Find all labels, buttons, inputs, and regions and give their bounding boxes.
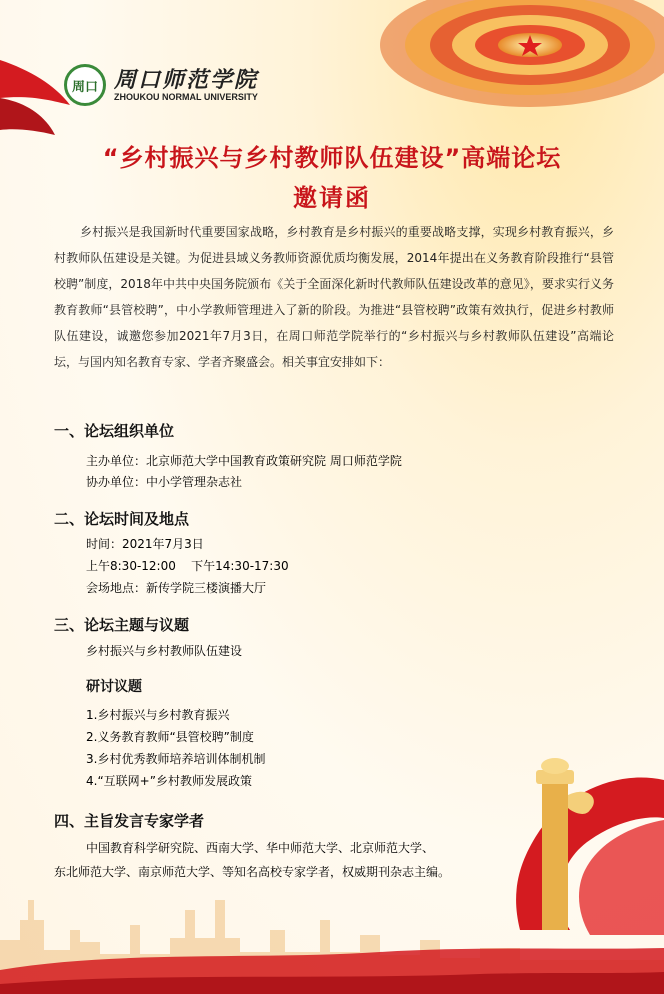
speakers-line-1: 中国教育科学研究院、西南大学、华中师范大学、北京师范大学、 [86,841,435,855]
city-skyline-decoration [0,880,664,994]
university-logo [64,64,258,106]
sunburst-emblem-decoration [380,0,664,110]
university-name-en: ZHOUKOU NORMAL UNIVERSITY [114,91,258,102]
host-organizer: 主办单位：北京师范大学中国教育政策研究院 周口师范学院 [86,454,402,468]
university-name-cn: 周口师范学院 [114,66,259,93]
topic-item: 3.乡村优秀教师培养培训体制机制 [86,752,266,766]
forum-hours: 上午8:30-12:00 下午14:30-17:30 [86,559,289,573]
section4-heading: 四、主旨发言专家学者 [54,812,205,830]
forum-theme: 乡村振兴与乡村教师队伍建设 [86,644,243,658]
forum-title: “乡村振兴与乡村教师队伍建设”高端论坛 [102,144,562,172]
section1-heading: 一、论坛组织单位 [54,422,175,440]
university-seal-icon: 周口 [64,64,106,106]
intro-paragraph: 乡村振兴是我国新时代重要国家战略，乡村教育是乡村振兴的重要战略支撑，实现乡村教育振兴，乡村教师队伍建设是关键。为促进县域义务教师资源优质均衡发展，2014年提出在义务教育阶段推行“县管校聘”制度，2018年中共中央国务院颁布《关于全面深化新时代教师队伍建设改革的意见》，要求实行义务教育教师“县管校聘”，中小学教师管理进入了新的阶段。为推进“县管校聘”政策有效执行，促进乡村教师队伍建设，诚邀您参加2021年7月3日，在周口师范学院举行的“乡村振兴与乡村教师队伍建设”高端论坛，与国内知名教育专家、学者齐聚盛会。相关事宜安排如下： [54,225,614,369]
forum-date: 时间：2021年7月3日 [86,537,204,551]
forum-venue: 会场地点：新传学院三楼演播大厅 [86,581,267,595]
section2-heading: 二、论坛时间及地点 [54,510,190,528]
poster-body [54,219,614,375]
speakers-line-2: 东北师范大学、南京师范大学、等知名高校专家学者，权威期刊杂志主编。 [54,865,451,879]
topics-subheading: 研讨议题 [86,679,142,695]
topic-item: 2.义务教育教师“县管校聘”制度 [86,730,254,744]
section3-heading: 三、论坛主题与议题 [54,616,190,634]
co-organizer: 协办单位：中小学管理杂志社 [86,475,243,489]
topic-item: 4.“互联网+”乡村教师发展政策 [86,774,252,788]
topic-item: 1.乡村振兴与乡村教育振兴 [86,708,230,722]
invitation-heading: 邀请函 [293,184,371,212]
